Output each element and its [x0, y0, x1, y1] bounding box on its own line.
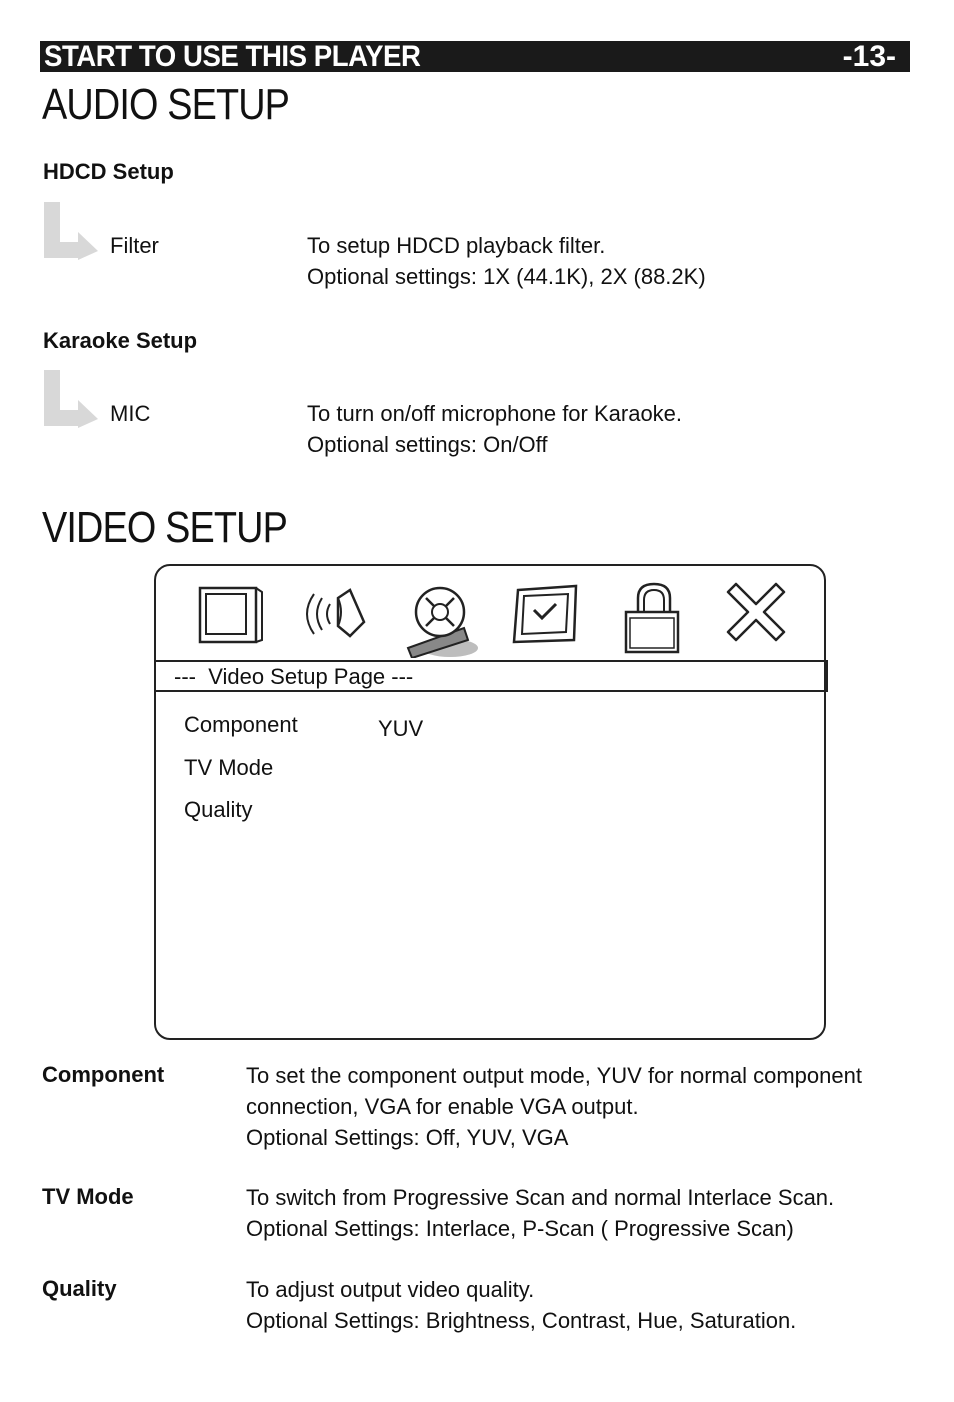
video-setup-title: VIDEO SETUP — [42, 503, 287, 552]
def-line: Optional Settings: Interlace, P-Scan ( Progressive Scan) — [246, 1216, 794, 1241]
tv-mode-definition — [246, 1182, 834, 1244]
mic-description — [307, 398, 682, 460]
tv-mode-term: TV Mode — [42, 1184, 134, 1209]
component-term: Component — [42, 1062, 165, 1087]
hdcd-setup-heading: HDCD Setup — [43, 159, 174, 184]
osd-page-title: --- Video Setup Page --- — [174, 664, 414, 689]
desc-line: Optional settings: 1X (44.1K), 2X (88.2K) — [307, 264, 706, 289]
video-setup-osd-screen — [154, 564, 826, 1040]
filter-description — [307, 230, 706, 292]
desc-line: To setup HDCD playback filter. — [307, 233, 606, 258]
exit-x-icon[interactable] — [722, 576, 794, 656]
component-definition — [246, 1060, 862, 1153]
audio-setup-title: AUDIO SETUP — [42, 80, 290, 129]
def-line: Optional Settings: Off, YUV, VGA — [246, 1125, 569, 1150]
filter-option: Filter — [110, 233, 159, 258]
checkbox-icon[interactable] — [510, 576, 582, 656]
corner-arrow-icon — [44, 370, 100, 430]
osd-item-component[interactable]: Component — [184, 712, 298, 737]
osd-item-quality[interactable]: Quality — [184, 797, 253, 822]
mic-option: MIC — [110, 401, 151, 426]
header-title: START TO USE THIS PLAYER — [44, 40, 421, 73]
speaker-icon[interactable] — [298, 576, 370, 656]
desc-line: Optional settings: On/Off — [307, 432, 548, 457]
padlock-icon[interactable] — [618, 576, 690, 656]
desc-line: To turn on/off microphone for Karaoke. — [307, 401, 683, 426]
def-line: To switch from Progressive Scan and normal Interlace Scan. — [246, 1185, 835, 1210]
def-line: To adjust output video quality. — [246, 1277, 535, 1302]
page-header-bar — [40, 41, 910, 72]
page-number: -13- — [842, 40, 896, 73]
def-line: To set the component output mode, YUV for normal component — [246, 1063, 862, 1088]
video-reel-icon[interactable] — [404, 576, 476, 656]
def-line: connection, VGA for enable VGA output. — [246, 1094, 639, 1119]
tv-screen-icon[interactable] — [194, 576, 266, 656]
osd-icon-row — [156, 566, 824, 660]
corner-arrow-icon — [44, 202, 100, 262]
karaoke-setup-heading: Karaoke Setup — [43, 328, 198, 353]
osd-component-value: YUV — [378, 716, 424, 741]
quality-definition — [246, 1274, 796, 1336]
osd-page-title-bar — [154, 660, 828, 692]
def-line: Optional Settings: Brightness, Contrast, Hue, Saturation. — [246, 1308, 797, 1333]
osd-item-tv-mode[interactable]: TV Mode — [184, 755, 274, 780]
quality-term: Quality — [42, 1276, 117, 1301]
